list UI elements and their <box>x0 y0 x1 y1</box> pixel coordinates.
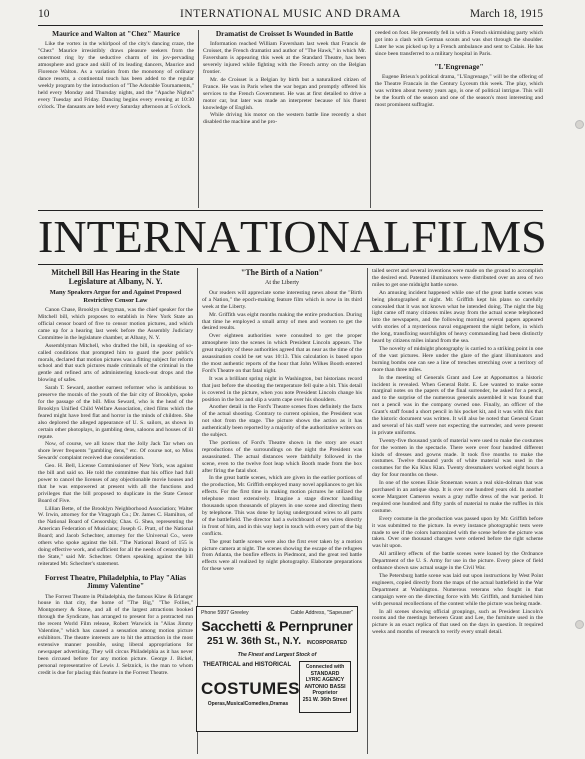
column-divider <box>198 30 199 208</box>
page-number: 10 <box>38 8 50 20</box>
article-paragraph: All artillery effects of the battle scenes were loaned by the Ordnance Department of the U. S. Army for use in the picture. Every piece of field ordnance shown saw actual usage in the Civil War. <box>372 551 543 572</box>
ad-box-line: LYRIC AGENCY <box>305 677 345 684</box>
ad-lyric-agency-box <box>299 661 351 713</box>
ad-box-line: ANTONIO BASSI <box>304 683 346 690</box>
banner-letter: T <box>86 211 115 262</box>
costume-advertisement <box>196 606 358 732</box>
headline-birth-of-a-nation: "The Birth of a Nation" <box>240 268 324 277</box>
ad-phone: Phone 5997 Greeley <box>201 610 249 616</box>
article-engrenage <box>375 30 543 208</box>
banner-letter: N <box>53 211 87 262</box>
column-divider <box>370 30 371 208</box>
ad-box-line: Proprietor <box>312 690 338 697</box>
page-header <box>38 6 543 24</box>
banner-letter: N <box>316 211 350 262</box>
banner-letter: I <box>268 211 284 262</box>
banner-letter: E <box>114 211 143 262</box>
article-paragraph: While driving his motor on the western battle line recently a shot disabled the machine and he pro- <box>203 112 366 126</box>
banner-letter: L <box>383 211 412 262</box>
ad-box-line: STANDARD <box>310 670 340 677</box>
article-paragraph: In one of the scenes Elsie Stoneman wears a real skin-dolman that was purchased in an antique shop. It is over one hundred years old. In another scene Margaret Cameron wears a gray ruffle dress of the war period. It required one hundred and fifty yards of material to make the ruffles in this costume. <box>372 480 543 514</box>
article-body: Like the vortex in the whirlpool of the city's dancing craze, the "Chez" Maurice irresistibly draws pleasure seekers from the outermost ring by the seductive charm of its jov-pervading atmosphere and grace and skill of its leading dancers, Maurice and Florence Walton. As a variation from the monotony of ordinary dance resorts, a continental touch has been added to the regular weekly program by the introduction of "The Adorable Tournaments," held every Monday and Thursday nights, and the "Apache Nights" every Tuesday and Friday. Dancing begins every evening at 10:30 o'clock. The dansants are held every Saturday afternoon at 5 o'clock. <box>38 41 194 110</box>
binder-hole-icon <box>575 120 584 129</box>
ad-address <box>197 636 357 647</box>
banner-letter: T <box>239 211 269 262</box>
article-paragraph: Sarah T. Seward, another earnest reformer who is ambitious to preserve the morals of the youth of the fair city of Brooklyn, spoke for the passage of the bill. Miss Seward, who is the head of the Brooklyn Unified Child Welfare Association, cited films which the feared might have bred flat and horror in the minds of children. She also deplored the alleged appearance of U. S. sailors, as shown in certain other photoplays, in gambling dens, saloons and houses of ill repute. <box>38 385 193 440</box>
banner-letter: L <box>452 211 481 262</box>
article-paragraph: tailed secret and several inventions were made on the ground to accomplish the desired end. Patented illuminators were distributed over an area of two miles to get one midnight battle scene. <box>372 268 543 288</box>
ad-cable: Cable Address, "Sapeuser" <box>290 610 353 616</box>
article-paragraph: Mr. Griffith was eight months making the entire production. During that time he employed a small army of men and women to get the desired results. <box>202 311 362 332</box>
article-paragraph: It was a brilliant spring night in Washington, but historians record that just before the shooting the temperature fell quite a bit. This detail is covered in the picture, when you note President Lincoln change his position in the box and slip a warm cape over his shoulders. <box>202 375 362 403</box>
headline-engrenage: "L'Engrenage" <box>434 61 484 71</box>
ad-box-line: Connected with <box>305 664 345 670</box>
banner-letter: I <box>436 211 453 262</box>
article-maurice-walton <box>38 30 194 208</box>
column-2 <box>202 268 362 602</box>
section-rule <box>38 264 543 265</box>
article-paragraph: In the great battle scenes, which are given in the earlier portions of the production, Mr. Griffith employed many novel appliances to get his effects. For the first time in making motion pictures he utilized the telephone most extensively. Imagine a stage director handling thousands upon thousands of players in one scene and directing them by telephone. This was done by laying underground wires to all parts of the battlefield. The director had a switchboard of ten wires directly in front of him, and in this way kept in touch with every part of the big conflicts. <box>202 475 362 537</box>
ad-street: 251 W. 36th St., N.Y. <box>207 636 301 647</box>
article-paragraph: Mr. de Croisset is a Belgian by birth but a naturalized citizen of France. He was in Paris when the war began and promptly offered his services to the French Government. He was at first detailed to drive a motor car, but later was made an interpreter because of his fluent knowledge of English. <box>203 76 366 111</box>
ad-operas: Operas,MusicalComedies,Dramas <box>207 701 289 707</box>
article-paragraph: The portions of Ford's Theatre shown in the story are exact reproductions of the surroundings on the night the President was assassinated. The actual distances were faithfully followed in the scene, even to the twelve foot leap which Booth made from the box after firing the fatal shot. <box>202 439 362 474</box>
ad-contact-line <box>201 610 353 616</box>
banner-letter: R <box>142 211 174 262</box>
banner-letter: A <box>206 211 240 262</box>
article-paragraph: Every costume in the production was passed upon by Mr. Griffith before it was submitted to the picture. In every instance photographic tests were made to see if the colors harmonized with the scene before the picture was taken. Over one thousand changes were ordered before the right scheme was hit upon. <box>372 515 543 550</box>
column-divider <box>367 268 368 754</box>
banner-letter: I <box>38 211 54 262</box>
article-de-croisset <box>203 30 366 208</box>
banner-letter: O <box>283 211 317 262</box>
article-paragraph: Lillian Bette, of the Brooklyn Neighborhood Association; Walter W. Irwin, attorney for the Vitagraph Co.; Dr. James C. Hamilton, of the National Board of Censorship; Chas. G. Shea, representing the American Federation of Musicians; Joseph G. Pratt, of the National Board; and Jacob Schechter, attorney for the Universal Co., were others who spoke against the bill. "The National Board of 155 is doing effective work, and sufficient for all the needs of censorship in the State," said Mr. Schechter. Others speaking against the bill reiterated Mr. Schechter's statement. <box>38 505 193 567</box>
binder-hole-icon <box>575 620 584 629</box>
banner-letter: F <box>411 211 437 262</box>
headline-maurice-walton: Maurice and Walton at "Chez" Maurice <box>52 30 180 38</box>
ad-tagline: The Finest and Largest Stock of <box>237 652 317 658</box>
header-rule <box>38 25 543 26</box>
publication-title: INTERNATIONAL MUSIC AND DRAMA <box>179 8 402 20</box>
article-paragraph: In the meeting of Generals Grant and Lee at Appomattox a historic incident is revealed. When General Robt. E. Lee wanted to make some marginal notes on the papers of the final surrender, he asked for a pencil, and to the surprise of the numerous generals assembled it was found that not a pencil was in the company owned one. Finally, an officer of the Grant's staff found a short pencil in his pocket kit, and it was with this that the historic document was written. It will also be noted that General Grant and several of his staff were not expecting the surrender, and were present in private uniforms. <box>372 374 543 436</box>
article-paragraph: Information reached William Faversham last week that Francis de Croisset, the French dramatist and author of "The Hawk," in which Mr. Faversham is appearing this week at the Standard Theatre, has been severely injured while fighting with the French army on the Belgian frontier. <box>203 41 366 76</box>
ad-incorporated: INCORPORATED <box>306 640 347 646</box>
banner-letter: S <box>521 211 547 262</box>
issue-date: March 18, 1915 <box>469 8 543 20</box>
banner-letter: A <box>349 211 384 262</box>
subhead-censor-law: Many Speakers Argue for and Against Proposed Restrictive Censor Law <box>49 289 182 304</box>
article-paragraph: Over eighteen authorities were consulted to get the proper atmosphere into the scenes in which President Lincoln appears. The great majority of these authorities agreed that as near as the time of the assassination could be set was 10:13. This calculation is based upon the most authentic reports of the hour that John Wilkes Booth entered Ford's Theatre on that fatal night. <box>202 333 362 374</box>
article-paragraph: In all scenes showing official groupings, such as President Lincoln's rooms and the meetings between Grant and Lee, the furniture used in the picture is an exact replica of that used on the days in question. It required weeks and months of research to verify every small detail. <box>372 608 543 636</box>
headline-forrest-theatre: Forrest Theatre, Philadelphia, to Play "Alias Jimmy Valentine" <box>44 572 187 591</box>
column-3 <box>372 268 543 754</box>
article-paragraph: The novelty of midnight photography is carried to a striking point in one of the vast pictures. Here under the glare of the giant illuminators and burning bombs one can see a line of trenches stretching over a territory of more than three miles. <box>372 345 543 373</box>
article-paragraph: The great battle scenes were also the first ever taken by a motion picture camera at night. The scenes showing the escape of the refugees from Atlanta, the bonfire effects in Piedmont, and the great red battle effects were all realized by night photography. Elaborate preparations for these were <box>202 538 362 573</box>
article-paragraph: An amusing incident happened while one of the great battle scenes was being photographed at night. Mr. Griffith kept his plans so carefully concealed that it was not known what he intended doing. The night the big light came off many citizens miles away from the actual scene telephoned into the newspapers, and the following morning several papers appeared with stories of a mysterious naval engagement the night before, in which the long, transfixing searchlights of heavy commanding had been distinctly heard by citizens miles inland from the sea. <box>372 289 543 345</box>
ad-box-line: 251 W. 36th Street <box>302 696 348 703</box>
ad-company-name: Sacchetti & Pernpruner <box>201 618 353 634</box>
article-paragraph: The Forrest Theatre in Philadelphia, the famous Klaw & Erlanger house in that city, the home of "The Big," "The Follies," Montgomery & Stone, and all of the largest attractions booked through the Syndicate, has arranged to present for a protracted run the recent World Film release, Robert Warwick in "Alias Jimmy Valentine," which has caused a sensation among motion picture exhibitors. The theatre interests are to hit the attraction in the most extensive manner possible, using liberal appropriations for newspaper advertising. They will circus Philadelphia as it has never been circused before for any motion picture. George J. Bickel, personal representative of Lewis J. Selznick, is the man to whom credit is due for placing this feature in the Forrest Theatre. <box>38 593 193 676</box>
ad-costumes: COSTUMES <box>201 679 300 698</box>
article-paragraph: Our readers will appreciate some interesting news about the "Birth of a Nation," the epoch-making feature film which is now in its third week at the Liberty. <box>202 289 362 310</box>
article-paragraph: The Petersburg battle scene was laid out upon instructions by West Point engineers, copied directly from the maps of the actual battlefield in the War Department at Washington. Numerous veterans who fought in that campaign were on the directing force with Mr. Griffith, and furnished him with personal recollections of the contest while the picture was being made. <box>372 572 543 607</box>
international-films-banner <box>38 211 547 262</box>
article-paragraph: Another detail in the Ford's Theatre scenes fixes definitely the facts of the actual shooting. Contrary to current opinion, the President was not shot from the stage. The picture shows the action as it has authentically been reported by a majority of the authoritative writers on the subject. <box>202 404 362 439</box>
byline-at-the-liberty: At the Liberty <box>265 280 299 286</box>
article-paragraph: ceeded on foot. He presently fell in with a French skirmishing party which got into a clash with German scouts and was shot through the shoulder. Later he was picked up by a French ambulance and sent to Calais. He has since been transferred to a military hospital in Paris. <box>375 30 543 57</box>
banner-letter: M <box>480 211 522 262</box>
headline-mitchell-bill: Mitchell Bill Has Hearing in the State Legislature at Albany, N. Y. <box>51 268 180 286</box>
article-paragraph: Canon Chase, Brooklyn clergyman, was the chief speaker for the Mitchell bill, which proposes to establish in New York State an official censor board of five to censor motion pictures, and which came up for a hearing last week before the Assembly Judiciary Committee in the legislature chamber, at Albany, N. Y. <box>38 307 193 341</box>
headline-de-croisset: Dramatist de Croisset Is Wounded in Battle <box>215 30 354 38</box>
article-paragraph: Now, of course, we all know that the Jolly Jack Tar when on shore lever frequents "gambling dens," etc. Of course not, so Miss Sewards' complaint received due consideration. <box>38 441 193 462</box>
ad-theatrical: THEATRICAL and HISTORICAL <box>202 662 292 668</box>
article-paragraph: Eugene Brieux's political drama, "L'Engrenage," will be the offering of the Theatre Francais in the Century Lyceum this week. The play, which was written about twenty years ago, is one of political intrigue. This will be the fourth of the season and one of the season's most interesting and most prominent suffragist. <box>375 74 543 108</box>
article-paragraph: Geo. H. Bell, License Commissioner of New York, was against the bill and said so. He told the committee that his office had full power to cancel the licenses of any objectionable movie houses and that he was empowered at present with all the functions and privileges that the bill proposed to duplicate in the State Censor Board of Five. <box>38 463 193 504</box>
column-1 <box>38 268 193 754</box>
article-paragraph: Twenty-five thousand yards of material were used to make the costumes for the women in the spectacle. There were over four hundred different kinds of dresses and gowns made. It took five months to make the costumes. Twelve thousand yards of white material was used in the costumes for the Ku Klux Klan. Twenty dressmakers worked eight hours a day for four months on these. <box>372 437 543 479</box>
article-paragraph: Assemblyman Mitchell, who drafted the bill, in speaking of so-called conditions that prompted him to guard the poor public's morals, declared that motion pictures was a fitting subject for reform school and that such pictures made criminals of the criminal in the gentle and refined arts of administering knock-out drops and the blowing of safes. <box>38 342 193 384</box>
banner-letter: N <box>173 211 207 262</box>
